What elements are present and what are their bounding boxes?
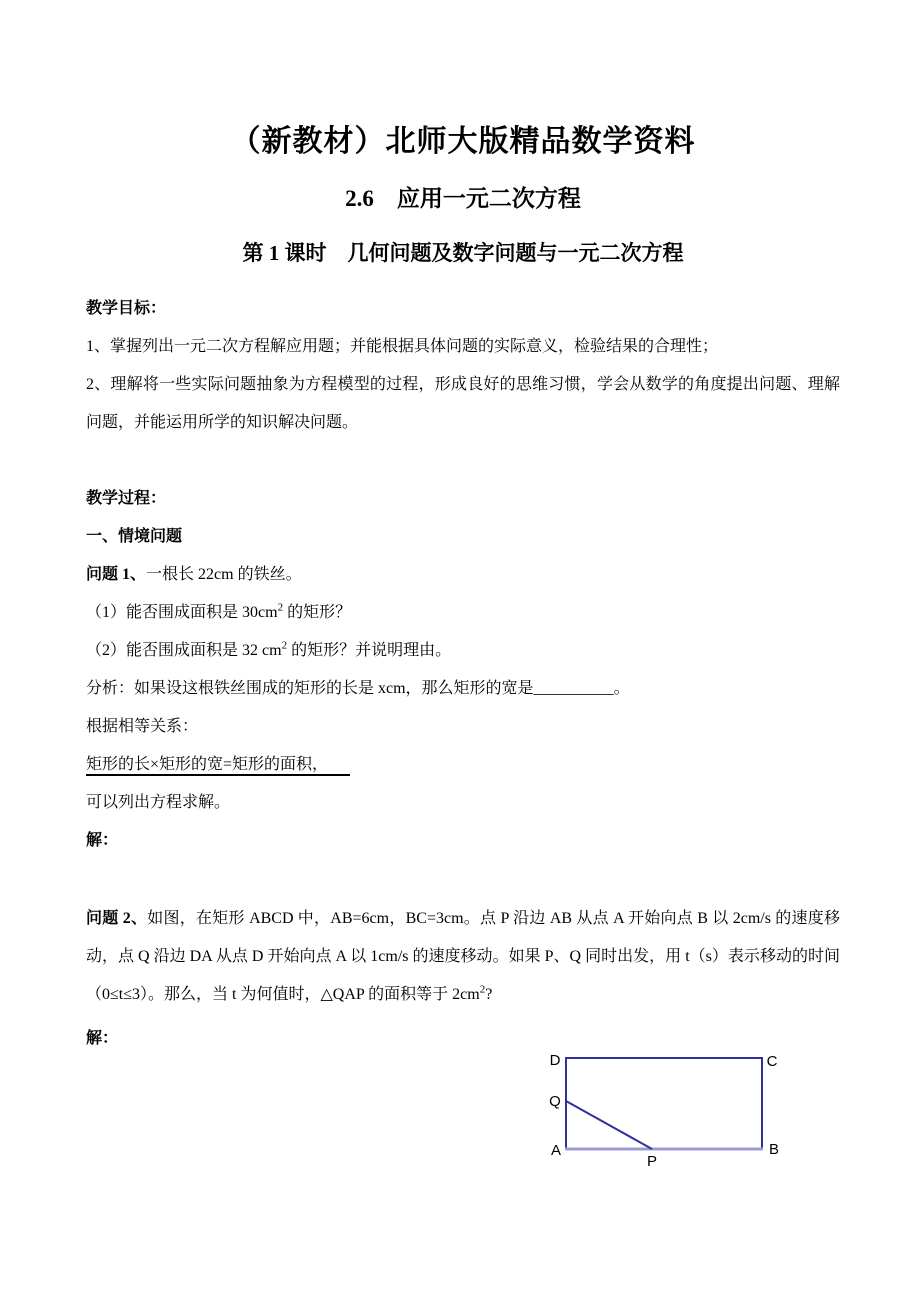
rectangle-abcd — [566, 1058, 762, 1149]
problem1-analysis — [86, 670, 840, 708]
label-b: B — [768, 1141, 780, 1158]
problem2-solution-label: 解： — [86, 1030, 119, 1047]
problem1-q2-tail: 的矩形？并说明理由。 — [287, 642, 452, 659]
superscript-2: 2 — [281, 639, 288, 652]
problem1-label: 问题 1、 — [86, 566, 147, 583]
superscript-2: 2 — [277, 601, 284, 614]
objectives-heading: 教学目标： — [86, 300, 167, 317]
problem1-question2 — [86, 632, 840, 670]
objective-item-2: 2、理解将一些实际问题抽象为方程模型的过程，形成良好的思维习惯，学会从数学的角度提出问题、理解问题，并能运用所学的知识解决问题。 — [86, 376, 840, 431]
process-heading: 教学过程： — [86, 490, 167, 507]
problem2-text: 如图，在矩形 ABCD 中，AB=6cm，BC=3cm。点 P 沿边 AB 从点 A 开始向点 B 以 2cm/s 的速度移动，点 Q 沿边 DA 从点 D 开始向点 A 以 1cm/s 的速度移动。如果 P、Q 同时出发，用 t（s）表示移动的时间（0≤t≤3）。那么，当 t 为何值时，△QAP 的面积等于 2cm — [86, 910, 840, 1003]
blank-line — [86, 442, 840, 480]
rectangle-diagram — [545, 1040, 805, 1190]
document-content — [86, 0, 840, 1058]
label-a: A — [550, 1142, 562, 1159]
superscript-2: 2 — [479, 983, 486, 996]
problem1-intro-text: 一根长 22cm 的铁丝。 — [146, 566, 302, 583]
problem1-q2-text: （2）能否围成面积是 32 cm — [86, 642, 282, 659]
analysis-text: 分析：如果设这根铁丝围成的矩形的长是 xcm，那么矩形的宽是 — [86, 680, 534, 697]
problem2-label: 问题 2、 — [86, 910, 148, 927]
section-heading: 一、情境问题 — [86, 528, 183, 545]
relation-intro: 根据相等关系： — [86, 718, 199, 735]
fill-in-blank: __________ — [533, 680, 614, 697]
objective-item-1: 1、掌握列出一元二次方程解应用题；并能根据具体问题的实际意义，检验结果的合理性； — [86, 338, 719, 355]
relation-equation-line — [86, 746, 840, 784]
relation-equation: 矩形的长×矩形的宽=矩形的面积， — [86, 756, 350, 776]
problem1-question1 — [86, 594, 840, 632]
problem1-q1-tail: 的矩形？ — [283, 604, 352, 621]
problem1-q1-text: （1）能否围成面积是 30cm — [86, 604, 278, 621]
label-p: P — [646, 1153, 658, 1170]
problem2-text-tail: ? — [485, 986, 493, 1003]
problem1-intro — [86, 556, 840, 594]
problem1-solution-label: 解： — [86, 832, 119, 849]
chapter-heading: 2.6 应用一元二次方程 — [345, 186, 581, 211]
problem2-paragraph — [86, 900, 840, 1014]
label-c: C — [766, 1053, 778, 1070]
label-q: Q — [549, 1093, 561, 1110]
blank-line — [86, 860, 840, 900]
lesson-heading: 第 1 课时 几何问题及数字问题与一元二次方程 — [242, 241, 684, 265]
problem1-conclusion: 可以列出方程求解。 — [86, 794, 231, 811]
rectangle-diagram-svg — [545, 1040, 805, 1190]
analysis-period: 。 — [613, 680, 630, 697]
segment-qp — [566, 1101, 652, 1149]
doc-title: （新教材）北师大版精品数学资料 — [230, 125, 696, 158]
label-d: D — [549, 1052, 561, 1069]
